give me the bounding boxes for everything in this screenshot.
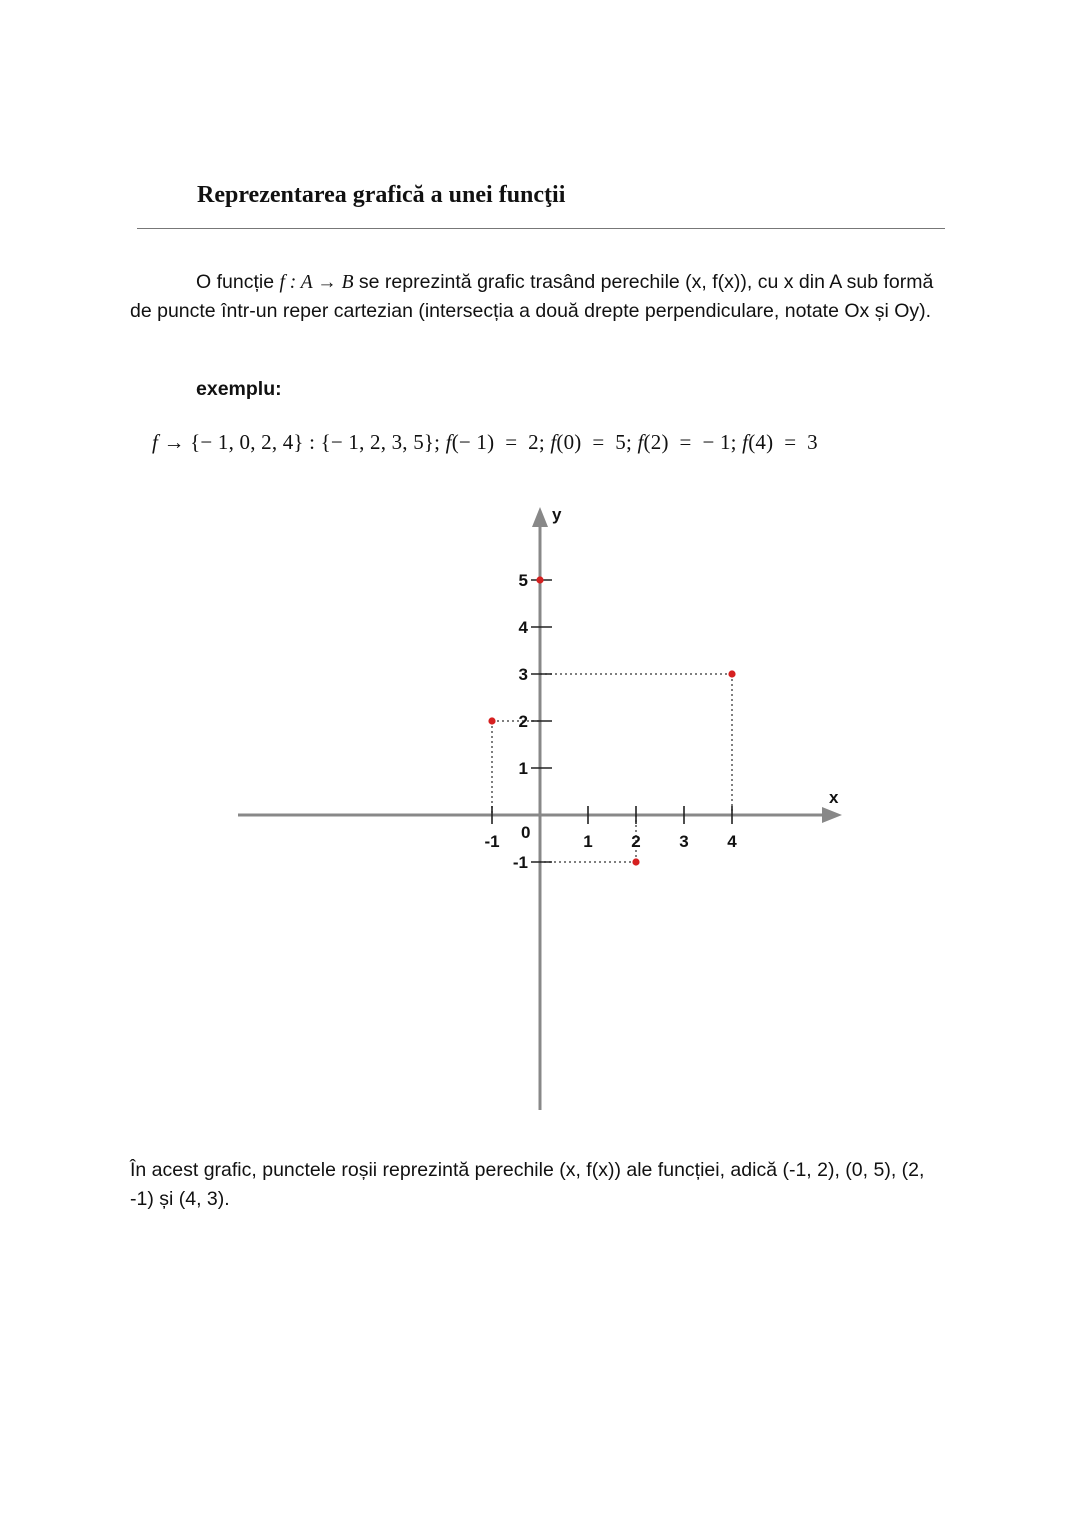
y-tick-label: 1 — [518, 759, 528, 778]
intro-math: f : A → B — [279, 272, 354, 293]
axes-group — [238, 507, 842, 1110]
data-point — [632, 858, 639, 865]
y-tick-label: 4 — [518, 618, 528, 637]
formula-f-p2: f — [550, 430, 557, 454]
formula-p4: (4) = 3 — [748, 430, 818, 454]
x-tick-label: 4 — [727, 832, 737, 851]
formula-f: f — [152, 430, 159, 454]
intro-part2: se reprezintă grafic trasând perechile (x, f(x)), cu x din A sub formă de puncte într-un reper cartezian (intersecția a două drepte perpendiculare, notate Ox și Oy). — [130, 271, 934, 322]
formula-f-p1: f — [445, 430, 452, 454]
conclusion-paragraph: În acest grafic, punctele roșii reprezintă perechile (x, f(x)) ale funcției, adică (-1, 2), (0, 5), (2, -1) și (4, 3). — [130, 1159, 925, 1210]
page-title: Reprezentarea grafică a unei funcţii — [197, 182, 566, 208]
formula-p2: (0) = 5; — [556, 430, 638, 454]
formula-f-p3: f — [637, 430, 644, 454]
x-tick-label: -1 — [484, 832, 500, 851]
example-label: exemplu: — [196, 378, 282, 400]
data-point — [728, 670, 735, 677]
intro-part1: O funcție — [196, 271, 275, 293]
x-tick-label: 3 — [679, 832, 689, 851]
formula-p1: (− 1) = 2; — [451, 430, 551, 454]
x-axis-arrow — [822, 807, 842, 823]
x-tick-label: 1 — [583, 832, 593, 851]
tick-labels — [484, 505, 839, 872]
formula-sets: → {− 1, 0, 2, 4} : {− 1, 2, 3, 5}; — [158, 430, 446, 454]
data-point — [488, 717, 495, 724]
origin-label: 0 — [521, 823, 531, 842]
formula-p3: (2) = − 1; — [643, 430, 743, 454]
y-tick-label: 2 — [518, 712, 528, 731]
formula-f-p4: f — [742, 430, 749, 454]
y-axis-label: y — [552, 505, 562, 524]
data-point — [536, 576, 543, 583]
x-tick-label: 2 — [631, 832, 641, 851]
x-axis-label: x — [829, 788, 839, 807]
y-axis-arrow — [532, 507, 548, 527]
y-tick-label: 5 — [518, 571, 528, 590]
y-tick-label: 3 — [518, 665, 528, 684]
y-tick-label: -1 — [512, 853, 528, 872]
